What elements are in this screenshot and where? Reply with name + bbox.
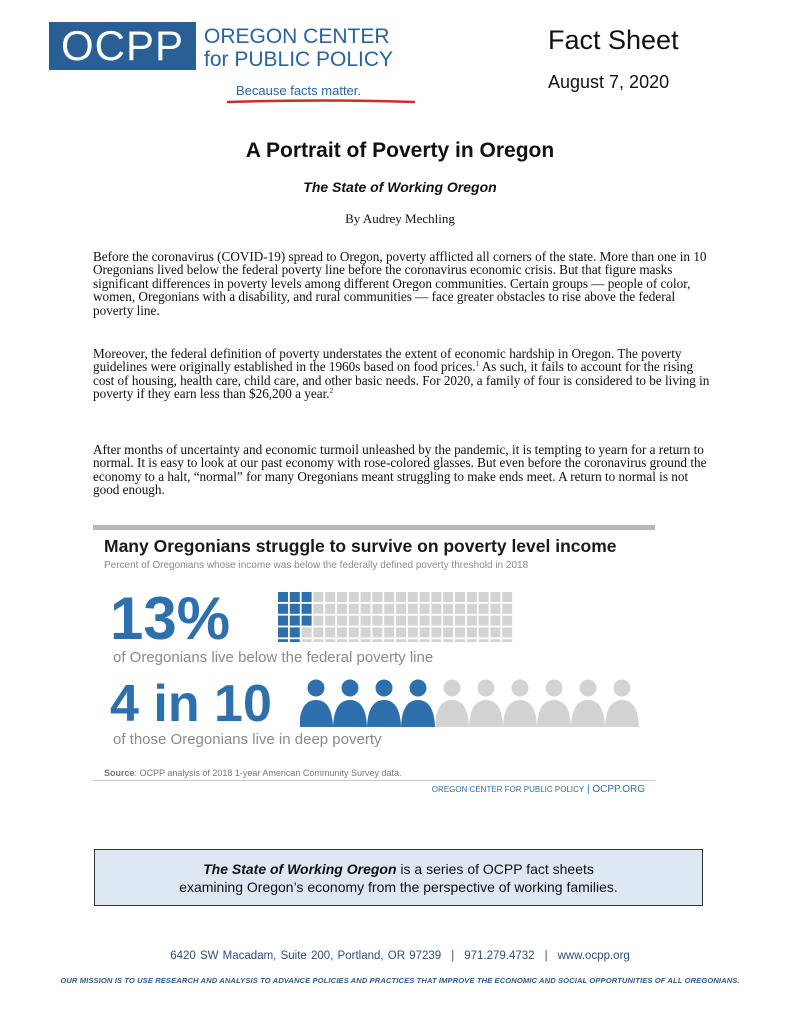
page-title: A Portrait of Poverty in Oregon bbox=[245, 139, 555, 162]
waffle-cell-empty bbox=[337, 604, 347, 614]
waffle-cell-empty bbox=[443, 639, 453, 642]
footer-contact bbox=[0, 950, 800, 962]
waffle-cell-filled bbox=[302, 616, 312, 626]
waffle-cell-empty bbox=[420, 592, 430, 602]
stat-deep-poverty-label: of those Oregonians live in deep poverty bbox=[113, 731, 382, 748]
footer-phone[interactable]: 971.279.4732 bbox=[464, 950, 535, 962]
waffle-cell-empty bbox=[479, 592, 489, 602]
waffle-cell-empty bbox=[396, 627, 406, 637]
person-icon-empty bbox=[435, 680, 469, 728]
waffle-cell-empty bbox=[443, 604, 453, 614]
waffle-cell-empty bbox=[467, 604, 477, 614]
waffle-cell-empty bbox=[313, 639, 323, 642]
waffle-cell-empty bbox=[384, 592, 394, 602]
waffle-cell-empty bbox=[431, 604, 441, 614]
waffle-cell-empty bbox=[325, 604, 335, 614]
waffle-cell-empty bbox=[372, 604, 382, 614]
waffle-cell-empty bbox=[361, 616, 371, 626]
waffle-cell-empty bbox=[443, 616, 453, 626]
credit-separator: | bbox=[584, 784, 593, 795]
waffle-cell-empty bbox=[431, 639, 441, 642]
waffle-cell-empty bbox=[490, 604, 500, 614]
waffle-cell-empty bbox=[455, 627, 465, 637]
waffle-cell-empty bbox=[349, 639, 359, 642]
waffle-cell-empty bbox=[384, 627, 394, 637]
waffle-cell-empty bbox=[313, 616, 323, 626]
chart-credit bbox=[385, 784, 645, 795]
credit-url[interactable]: OCPP.ORG bbox=[592, 784, 645, 795]
waffle-cell-empty bbox=[408, 627, 418, 637]
waffle-cell-empty bbox=[502, 616, 512, 626]
waffle-cell-empty bbox=[325, 639, 335, 642]
waffle-cell-empty bbox=[455, 604, 465, 614]
waffle-cell-empty bbox=[431, 627, 441, 637]
waffle-cell-filled bbox=[278, 592, 288, 602]
waffle-cell-filled bbox=[290, 604, 300, 614]
waffle-cell-empty bbox=[337, 639, 347, 642]
waffle-cell-empty bbox=[420, 639, 430, 642]
waffle-cell-empty bbox=[479, 639, 489, 642]
waffle-cell-empty bbox=[337, 592, 347, 602]
footer-website[interactable]: www.ocpp.org bbox=[557, 950, 630, 962]
infographic-subtitle: Percent of Oregonians whose income was below the federally defined poverty threshold in 2018 bbox=[104, 560, 529, 571]
waffle-cell-empty bbox=[384, 604, 394, 614]
person-icon-filled bbox=[333, 680, 367, 728]
waffle-cell-empty bbox=[337, 616, 347, 626]
org-name bbox=[204, 25, 393, 71]
waffle-cell-empty bbox=[372, 639, 382, 642]
waffle-cell-empty bbox=[455, 592, 465, 602]
ocpp-logo: OCPP bbox=[49, 22, 196, 70]
waffle-cell-empty bbox=[372, 592, 382, 602]
info-box-line1 bbox=[95, 860, 702, 878]
waffle-cell-empty bbox=[443, 627, 453, 637]
waffle-cell-empty bbox=[372, 627, 382, 637]
waffle-cell-empty bbox=[490, 627, 500, 637]
waffle-cell-empty bbox=[467, 616, 477, 626]
doc-type: Fact Sheet bbox=[548, 25, 679, 55]
waffle-cell-filled bbox=[278, 627, 288, 637]
mission-statement: OUR MISSION IS TO USE RESEARCH AND ANALYSIS TO ADVANCE POLICIES AND PRACTICES THAT IMPROVE THE ECONOMIC AND SOCIAL OPPORTUNITIES OF ALL OREGONIANS. bbox=[60, 976, 740, 985]
waffle-cell-empty bbox=[396, 604, 406, 614]
org-name-line2: for PUBLIC POLICY bbox=[204, 48, 394, 71]
series-info-box bbox=[94, 849, 703, 906]
info-box-line2: examining Oregon’s economy from the perspective of working families. bbox=[179, 879, 618, 895]
waffle-cell-empty bbox=[502, 627, 512, 637]
paragraph-2-part2: As such, it fails to account for the rising cost of housing, health care, child care, and other basic needs. For 2020, a family of four is considered to be living in poverty if they earn less than $26,200 a year. bbox=[93, 359, 710, 402]
chart-source bbox=[104, 768, 401, 778]
waffle-cell-empty bbox=[467, 627, 477, 637]
waffle-cell-empty bbox=[455, 616, 465, 626]
waffle-cell-empty bbox=[408, 639, 418, 642]
doc-date: August 7, 2020 bbox=[548, 72, 670, 92]
waffle-cell-empty bbox=[396, 616, 406, 626]
waffle-cell-empty bbox=[490, 616, 500, 626]
waffle-cell-empty bbox=[396, 639, 406, 642]
source-text: : OCPP analysis of 2018 1-year American Community Survey data. bbox=[134, 768, 402, 778]
waffle-cell-empty bbox=[490, 639, 500, 642]
waffle-cell-empty bbox=[431, 592, 441, 602]
waffle-cell-empty bbox=[502, 639, 512, 642]
person-icon-filled bbox=[401, 680, 435, 728]
source-divider bbox=[93, 780, 655, 781]
waffle-cell-empty bbox=[479, 627, 489, 637]
paragraph-2-part1: Moreover, the federal definition of poverty understates the extent of economic hardship in Oregon. The poverty guidelines were originally established in the 1960s based on food prices. bbox=[93, 346, 682, 375]
waffle-cell-empty bbox=[325, 592, 335, 602]
person-icon-empty bbox=[537, 680, 571, 728]
waffle-cell-empty bbox=[431, 616, 441, 626]
waffle-cell-empty bbox=[420, 604, 430, 614]
waffle-cell-empty bbox=[490, 592, 500, 602]
waffle-chart bbox=[278, 592, 638, 642]
stat-poverty-percent: 13% bbox=[110, 585, 231, 652]
waffle-cell-empty bbox=[313, 604, 323, 614]
paragraph-2 bbox=[93, 347, 713, 401]
waffle-cell-empty bbox=[361, 592, 371, 602]
paragraph-3: After months of uncertainty and economic turmoil unleashed by the pandemic, it is tempting to yearn for a return to normal. It is easy to look at our past economy with rose-colored glasses. But even before the coronavirus ground the economy to a halt, “normal” for many Oregonians meant struggling to make ends meet. A return to normal is not good enough. bbox=[93, 442, 707, 498]
waffle-cell-empty bbox=[361, 604, 371, 614]
footnote-ref-2[interactable]: 2 bbox=[329, 387, 334, 396]
waffle-cell-filled bbox=[278, 604, 288, 614]
waffle-cell-empty bbox=[361, 639, 371, 642]
waffle-cell-empty bbox=[313, 592, 323, 602]
waffle-cell-empty bbox=[408, 592, 418, 602]
waffle-cell-filled bbox=[278, 639, 288, 642]
credit-org: OREGON CENTER FOR PUBLIC POLICY bbox=[431, 785, 585, 794]
info-box-text1: is a series of OCPP fact sheets bbox=[396, 861, 594, 877]
waffle-cell-empty bbox=[337, 627, 347, 637]
waffle-cell-empty bbox=[455, 639, 465, 642]
footer-address: 6420 SW Macadam, Suite 200, Portland, OR 97239 bbox=[170, 950, 442, 962]
waffle-cell-filled bbox=[290, 616, 300, 626]
waffle-cell-filled bbox=[290, 592, 300, 602]
info-box-lead: The State of Working Oregon bbox=[203, 861, 397, 877]
waffle-cell-empty bbox=[349, 627, 359, 637]
tagline-underline bbox=[226, 99, 416, 104]
person-icon-empty bbox=[571, 680, 605, 728]
waffle-cell-empty bbox=[325, 627, 335, 637]
waffle-cell-empty bbox=[408, 604, 418, 614]
waffle-cell-empty bbox=[420, 627, 430, 637]
footnote-ref-1[interactable]: 1 bbox=[475, 360, 480, 369]
waffle-cell-empty bbox=[467, 592, 477, 602]
waffle-cell-empty bbox=[502, 592, 512, 602]
waffle-cell-empty bbox=[372, 616, 382, 626]
footer-separator: | bbox=[451, 950, 455, 962]
page-subtitle: The State of Working Oregon bbox=[303, 179, 497, 195]
infographic-top-rule bbox=[93, 525, 655, 530]
waffle-cell-empty bbox=[467, 639, 477, 642]
waffle-cell-empty bbox=[349, 616, 359, 626]
waffle-cell-filled bbox=[302, 604, 312, 614]
waffle-cell-filled bbox=[290, 639, 300, 642]
byline: By Audrey Mechling bbox=[345, 211, 455, 226]
paragraph-1: Before the coronavirus (COVID-19) spread to Oregon, poverty afflicted all corners of the state. More than one in 10 Oregonians lived below the federal poverty line before the coronavirus economic crisis. But that figure masks significant differences in poverty levels among different Oregon communities. Certain groups — people of color, women, Oregonians with a disability, and rural communities — face greater obstacles to rise above the federal poverty line. bbox=[93, 249, 707, 318]
person-icon-empty bbox=[469, 680, 503, 728]
person-icon-empty bbox=[605, 680, 639, 728]
waffle-cell-empty bbox=[302, 627, 312, 637]
people-chart bbox=[300, 679, 640, 727]
waffle-cell-empty bbox=[302, 639, 312, 642]
waffle-cell-empty bbox=[349, 604, 359, 614]
waffle-cell-empty bbox=[443, 592, 453, 602]
waffle-cell-empty bbox=[384, 616, 394, 626]
waffle-cell-empty bbox=[349, 592, 359, 602]
infographic-title: Many Oregonians struggle to survive on poverty level income bbox=[104, 536, 617, 556]
waffle-cell-empty bbox=[325, 616, 335, 626]
waffle-cell-empty bbox=[479, 616, 489, 626]
waffle-cell-empty bbox=[313, 627, 323, 637]
waffle-cell-empty bbox=[361, 627, 371, 637]
waffle-cell-filled bbox=[302, 592, 312, 602]
stat-deep-poverty-ratio: 4 in 10 bbox=[110, 675, 272, 733]
person-icon-filled bbox=[367, 680, 401, 728]
source-label: Source bbox=[104, 768, 135, 778]
waffle-cell-empty bbox=[396, 592, 406, 602]
waffle-cell-filled bbox=[278, 616, 288, 626]
stat-poverty-label: of Oregonians live below the federal poverty line bbox=[113, 649, 434, 666]
waffle-cell-filled bbox=[290, 627, 300, 637]
tagline: Because facts matter. bbox=[236, 83, 362, 98]
waffle-cell-empty bbox=[408, 616, 418, 626]
waffle-cell-empty bbox=[384, 639, 394, 642]
org-name-line1: OREGON CENTER bbox=[204, 25, 390, 48]
waffle-cell-empty bbox=[502, 604, 512, 614]
waffle-cell-empty bbox=[479, 604, 489, 614]
waffle-cell-empty bbox=[420, 616, 430, 626]
footer-separator: | bbox=[544, 950, 548, 962]
person-icon-empty bbox=[503, 680, 537, 728]
person-icon-filled bbox=[300, 680, 333, 728]
